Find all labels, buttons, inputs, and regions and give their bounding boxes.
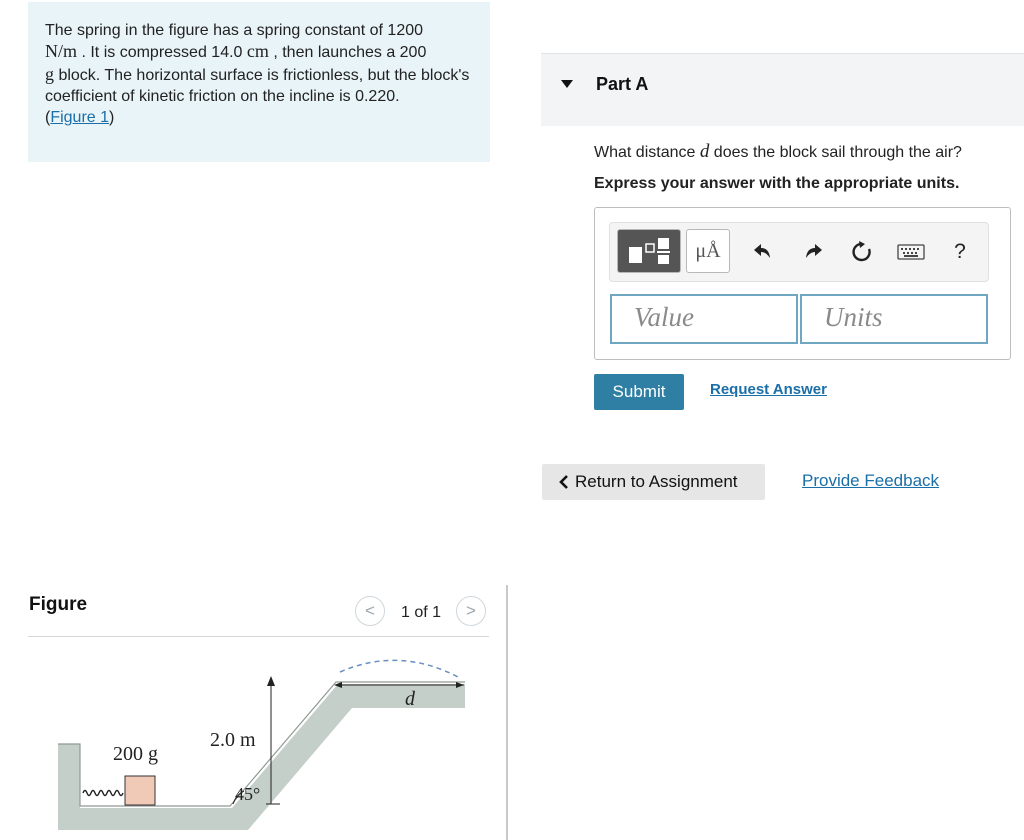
spring-constant-unit: N/m [45,41,78,62]
question-pre: What distance [594,144,696,161]
figure-rule [28,636,489,637]
redo-icon [803,242,825,262]
distance-label: d [405,688,415,710]
provide-feedback-link[interactable]: Provide Feedback [802,471,940,490]
prev-figure-button[interactable] [355,596,385,626]
trajectory-arc [340,660,460,678]
part-label: Part A [596,74,649,94]
chevron-right-icon: > [466,601,476,620]
request-answer-link[interactable]: Request Answer [710,381,827,398]
figure-pager: 1 of 1 [401,604,442,621]
height-label: 2.0 m [210,729,256,751]
redo-button[interactable] [800,237,828,267]
pane-divider [506,585,508,840]
chevron-left-icon [558,475,570,489]
next-figure-button[interactable] [456,596,486,626]
question-variable: d [699,141,710,162]
reset-button[interactable] [848,237,876,267]
physics-figure [40,650,480,840]
figure-title: Figure [29,594,88,615]
answer-instruction: Express your answer with the appropriate units. [594,175,960,192]
return-label: Return to Assignment [575,472,738,491]
paren-close: ) [109,109,115,127]
units-input[interactable]: Units [800,294,988,344]
templates-button[interactable] [617,229,681,273]
reset-icon [850,240,874,264]
problem-text-2: . It is compressed 14.0 [81,44,243,62]
undo-button[interactable] [748,237,776,267]
compression-unit: cm [246,41,269,62]
mu-angstrom-icon: μÅ [695,239,721,262]
submit-button[interactable]: Submit [594,374,684,410]
paren-open: ( [45,109,51,127]
help-icon[interactable]: ? [954,240,966,263]
figure-link[interactable]: Figure 1 [50,109,110,127]
problem-text-3: , then launches a 200 [273,44,427,62]
angle-label: 45° [235,784,261,804]
problem-text-4: block. The horizontal surface is frictionless, but the block's coefficient of kinetic friction on the incline is 0.220. [45,66,470,105]
question-post: does the block sail through the air? [713,144,962,161]
keyboard-button[interactable] [896,237,926,267]
chevron-left-icon: < [365,601,375,620]
mass-label: 200 g [113,743,158,765]
return-to-assignment-button[interactable] [542,464,765,500]
problem-statement [28,2,490,162]
undo-icon [751,242,773,262]
collapse-triangle-icon[interactable] [561,80,573,88]
problem-text-1: The spring in the figure has a spring constant of 1200 [45,22,424,39]
templates-icon [625,236,673,266]
value-input[interactable]: Value [610,294,798,344]
height-arrow-head [267,676,275,686]
units-symbol-button[interactable] [686,229,730,273]
spring [83,791,123,796]
block [125,776,155,805]
keyboard-icon [897,244,925,260]
question-text [594,141,962,163]
mass-unit: g [45,63,54,84]
